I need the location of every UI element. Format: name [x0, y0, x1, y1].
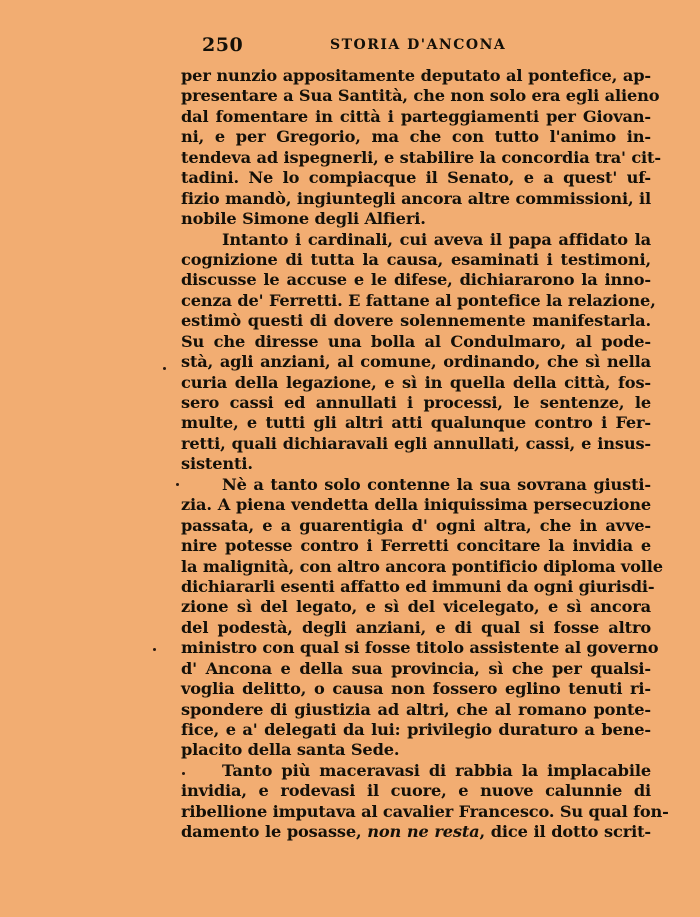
text-line: zia. A piena vendetta della iniquissima persecuzione [181, 495, 651, 515]
text-line: cenza de' Ferretti. E fattane al pontefice la relazione, [181, 290, 656, 310]
body-text [181, 66, 669, 843]
text-line: sero cassi ed annullati i processi, le sentenze, le [181, 393, 651, 412]
text-line: curia della legazione, e sì in quella della città, fos- [181, 372, 651, 392]
page-number: 250 [202, 34, 244, 56]
italic-quote: non ne resta [367, 822, 480, 842]
margin-speck [182, 772, 185, 775]
text-line: del podestà, degli anziani, e di qual si fosse altro [181, 617, 651, 637]
text-line: ribellione imputava al cavalier Francesco. Su qual fon- [181, 801, 669, 821]
margin-speck [176, 483, 179, 486]
text-line: tendeva ad ispegnerli, e stabilire la concordia tra' cit- [181, 147, 661, 167]
text-line: nire potesse contro i Ferretti concitare la invidia e [181, 536, 651, 556]
text-line: fizio mandò, ingiuntegli ancora altre commissioni, il [181, 188, 651, 208]
running-title: STORIA D'ANCONA [330, 37, 507, 53]
text-line: cognizione di tutta la causa, esaminati i testimoni, [181, 249, 651, 269]
text-line: Tanto più maceravasi di rabbia la implacabile [222, 760, 651, 780]
text-line: zione sì del legato, e sì del vicelegato, e sì ancora [181, 597, 651, 617]
text-line: d' Ancona e della sua provincia, sì che per qualsi- [181, 658, 651, 678]
text-line: voglia delitto, o causa non fossero eglino tenuti ri- [181, 679, 651, 699]
text-line: dichiararli esenti affatto ed immuni da ogni giurisdi- [181, 576, 655, 596]
margin-speck [153, 648, 156, 651]
text-line: invidia, e rodevasi il cuore, e nuove calunnie di [181, 781, 651, 801]
text-line: placito della santa Sede. [181, 740, 400, 760]
text-line: fice, e a' delegati da lui: privilegio duraturo a bene- [181, 720, 651, 739]
text-line: per nunzio appositamente deputato al pontefice, ap- [181, 66, 651, 85]
text-line: la malignità, con altro ancora pontificio diploma volle [181, 556, 663, 576]
text-line: Su che diresse una bolla al Condulmaro, al pode- [181, 331, 651, 351]
text-line: multe, e tutti gli altri atti qualunque contro i Fer- [181, 413, 651, 433]
page-header [180, 34, 650, 60]
text-line: tadini. Ne lo compiacque il Senato, e a quest' uf- [181, 168, 651, 188]
text-line: presentare a Sua Santità, che non solo era egli alieno [181, 86, 660, 106]
text-line: sistenti. [181, 454, 253, 474]
text-line: discusse le accuse e le difese, dichiararono la inno- [181, 270, 651, 290]
text-line: Intanto i cardinali, cui aveva il papa affidato la [222, 229, 651, 249]
text-line: dal fomentare in città i parteggiamenti per Giovan- [181, 106, 651, 126]
text-line: stà, agli anziani, al comune, ordinando, che sì nella [181, 352, 651, 372]
text-line: passata, e a guarentigia d' ogni altra, che in avve- [181, 515, 651, 535]
text-segment: damento le posasse, [181, 822, 368, 842]
text-line: Nè a tanto solo contenne la sua sovrana giusti- [222, 474, 651, 494]
text-line: estimò questi di dovere solennemente manifestarla. [181, 311, 651, 331]
margin-speck [163, 367, 166, 370]
text-line [181, 822, 651, 842]
text-line: retti, quali dichiaravali egli annullati, cassi, e insus- [181, 433, 651, 453]
text-segment: , dice il dotto scrit- [479, 822, 651, 842]
text-line: ministro con qual si fosse titolo assistente al governo [181, 638, 659, 658]
text-line: nobile Simone degli Alfieri. [181, 209, 426, 229]
text-line: spondere di giustizia ad altri, che al romano ponte- [181, 699, 651, 719]
text-line: ni, e per Gregorio, ma che con tutto l'animo in- [181, 127, 651, 147]
